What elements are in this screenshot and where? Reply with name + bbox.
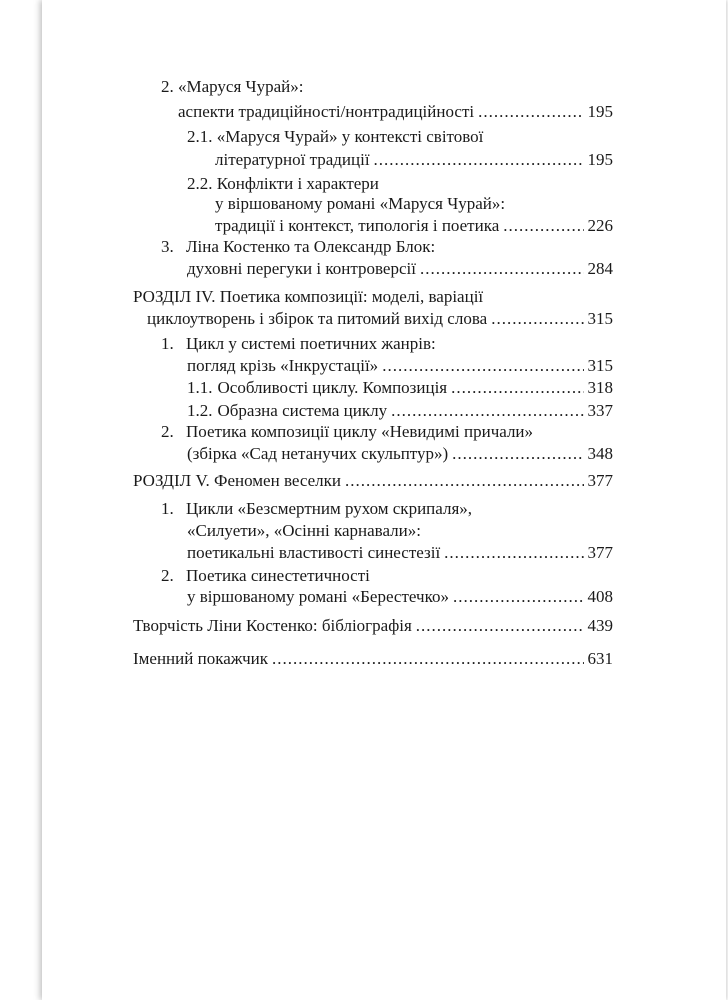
toc-page-number: 315 bbox=[587, 309, 613, 328]
toc-page-number: 195 bbox=[587, 102, 613, 121]
toc-entry-5-2-line1 bbox=[161, 565, 370, 587]
toc-chapter-title: циклоутворень і збірок та питомий вихід слова bbox=[147, 309, 488, 328]
toc-entry-number: 2. bbox=[161, 77, 174, 96]
toc-leader-dots bbox=[272, 648, 584, 670]
toc-chapter-5[interactable] bbox=[133, 470, 613, 492]
toc-entry-2-1-line2[interactable] bbox=[215, 149, 613, 171]
toc-chapter-4-line2[interactable] bbox=[147, 308, 613, 330]
toc-chapter-4-line1 bbox=[133, 286, 483, 308]
toc-entry-title: Ліна Костенко та Олександр Блок: bbox=[186, 237, 436, 256]
toc-leader-dots bbox=[491, 308, 583, 330]
toc-entry-title: літературної традиції bbox=[215, 150, 370, 169]
toc-entry-title: Цикли «Безсмертним рухом скрипаля», bbox=[186, 499, 473, 518]
toc-entry-number: 1.2. bbox=[187, 401, 213, 420]
toc-chapter-title: Іменний покажчик bbox=[133, 649, 268, 668]
toc-entry-title: у віршованому романі «Маруся Чурай»: bbox=[215, 194, 506, 213]
toc-page-number: 315 bbox=[587, 356, 613, 375]
toc-page-number: 284 bbox=[587, 259, 613, 278]
toc-entry-title: погляд крізь «Інкрустації» bbox=[187, 356, 379, 375]
toc-page-number: 408 bbox=[587, 587, 613, 606]
toc-leader-dots bbox=[374, 149, 584, 171]
toc-entry-title: традиції і контекст, типологія і поетика bbox=[215, 216, 500, 235]
toc-entry-3-line2[interactable] bbox=[187, 258, 613, 280]
toc-entry-number: 2. bbox=[161, 422, 174, 441]
toc-entry-title: Поетика синестетичності bbox=[186, 566, 370, 585]
toc-entry-title: (збірка «Сад нетанучих скульптур») bbox=[187, 444, 449, 463]
toc-entry-2-1-line1 bbox=[187, 126, 483, 148]
toc-entry-number: 2.2. bbox=[187, 174, 213, 193]
toc-entry-title: Особливості циклу. Композиція bbox=[217, 378, 448, 397]
toc-chapter-title: Творчість Ліни Костенко: бібліографія bbox=[133, 616, 412, 635]
toc-leader-dots bbox=[420, 258, 584, 280]
toc-leader-dots bbox=[391, 400, 583, 422]
toc-page-number: 348 bbox=[587, 444, 613, 463]
toc-page-number: 439 bbox=[587, 616, 613, 635]
toc-entry-number: 1. bbox=[161, 499, 174, 518]
toc-page-number: 318 bbox=[587, 378, 613, 397]
toc-entry-4-1-line2[interactable] bbox=[187, 355, 613, 377]
toc-leader-dots bbox=[452, 443, 583, 465]
toc-entry-5-1-line3[interactable] bbox=[187, 542, 613, 564]
toc-chapter-title: РОЗДІЛ IV. Поетика композиції: моделі, варіації bbox=[133, 287, 484, 306]
toc-entry-number: 2. bbox=[161, 566, 174, 585]
toc-leader-dots bbox=[503, 215, 583, 237]
toc-entry-4-2-line2[interactable] bbox=[187, 443, 613, 465]
toc-leader-dots bbox=[451, 377, 583, 399]
toc-entry-4-1-2[interactable] bbox=[187, 400, 613, 422]
toc-page-number: 337 bbox=[587, 401, 613, 420]
toc-entry-title: «Маруся Чурай»: bbox=[178, 77, 304, 96]
toc-page-number: 226 bbox=[587, 216, 613, 235]
toc-entry-4-1-line1 bbox=[161, 333, 436, 355]
toc-leader-dots bbox=[345, 470, 584, 492]
toc-entry-title: Цикл у системі поетичних жанрів: bbox=[186, 334, 436, 353]
toc-page-number: 377 bbox=[587, 543, 613, 562]
toc-page-number: 631 bbox=[587, 649, 613, 668]
toc-name-index[interactable] bbox=[133, 648, 613, 670]
toc-entry-number: 1. bbox=[161, 334, 174, 353]
toc-entry-5-1-line1 bbox=[161, 498, 472, 520]
toc-entry-title: поетикальні властивості синестезії bbox=[187, 543, 441, 562]
toc-entry-2-2-line2 bbox=[215, 193, 505, 215]
toc-entry-4-1-1[interactable] bbox=[187, 377, 613, 399]
toc-chapter-title: РОЗДІЛ V. Феномен веселки bbox=[133, 471, 341, 490]
toc-entry-title: у віршованому романі «Берестечко» bbox=[187, 587, 449, 606]
toc-entry-title: Конфлікти і характери bbox=[216, 174, 379, 193]
toc-page-number: 377 bbox=[587, 471, 613, 490]
toc-entry-number: 1.1. bbox=[187, 378, 213, 397]
toc-entry-5-1-line2 bbox=[187, 520, 421, 542]
toc-entry-number: 3. bbox=[161, 237, 174, 256]
toc-page-number: 195 bbox=[587, 150, 613, 169]
toc-entry-2-line2[interactable] bbox=[178, 101, 613, 123]
toc-entry-title: аспекти традиційності/нонтрадиційності bbox=[178, 102, 475, 121]
toc-entry-title: «Силуети», «Осінні карнавали»: bbox=[187, 521, 421, 540]
toc-leader-dots bbox=[444, 542, 583, 564]
toc-leader-dots bbox=[416, 615, 584, 637]
toc-entry-3-line1 bbox=[161, 236, 435, 258]
toc-entry-4-2-line1 bbox=[161, 421, 533, 443]
toc-entry-title: «Маруся Чурай» у контексті світової bbox=[216, 127, 484, 146]
toc-entry-5-2-line2[interactable] bbox=[187, 586, 613, 608]
toc-entry-title: Образна система циклу bbox=[217, 401, 388, 420]
toc-entry-title: Поетика композиції циклу «Невидимі причали» bbox=[186, 422, 534, 441]
toc-entry-number: 2.1. bbox=[187, 127, 213, 146]
toc-leader-dots bbox=[478, 101, 583, 123]
toc-entry-title: духовні перегуки і контроверсії bbox=[187, 259, 416, 278]
toc-entry-2-line1 bbox=[161, 76, 303, 98]
toc-bibliography[interactable] bbox=[133, 615, 613, 637]
toc-entry-2-2-line1 bbox=[187, 173, 379, 195]
toc-leader-dots bbox=[453, 586, 584, 608]
toc-entry-2-2-line3[interactable] bbox=[215, 215, 613, 237]
toc-leader-dots bbox=[382, 355, 583, 377]
